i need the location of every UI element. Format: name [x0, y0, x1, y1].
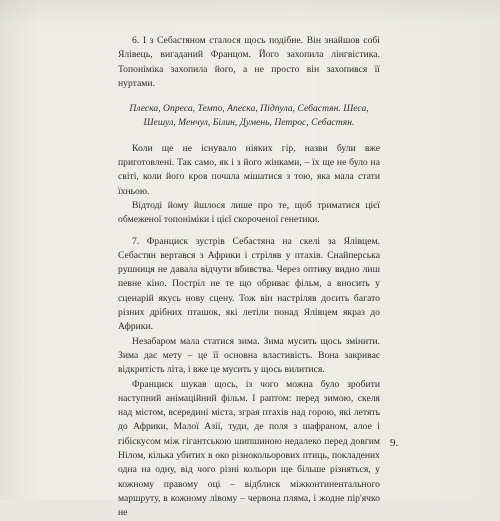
paragraph-animation-film: Франциск шукав щось, із чого можна було зробити наступний анімаційний фільм. І раптом: перед зимою, скеля над містом, всередині міста, зграя птахів над горою, які летять до Африки, Малої Азії, туди, де поля з шафраном, алое і гібіскусом між гігантською шипшиною недалеко перед довгим Нілом, кілька убитих в око різнокольорових птиць, покладених одна на одну, від чого різні кольори ще більше різняться, у кожному правому оці – відблиск міжконтинентального маршруту, в кожному лівому – червона пляма, і жодне пір'ячко не — [118, 378, 380, 519]
page-number: 9. — [390, 437, 399, 449]
paragraph-6-sebastian: 6. І з Себастяном сталося щось подібне. Він знайшов собі Ялівець, вигаданий Францом. Його захопила лінгвістика. Топоніміка захопила його, а не просто він захопився її нуртами. — [118, 35, 380, 89]
place-names-line-1: Плеска, Опреса, Темпо, Апеска, Підпула, Себастян. Шеса, — [129, 103, 369, 115]
paragraph-7-franciscus: 7. Франциск зустрів Себастяна на скелі за Ялівцем. Себастян вертався з Африки і стріляв у птахів. Снайперська рушниця не давала відчути вбивства. Через оптику видно лиш певне кіно. Постріл не те що обриває фільм, а вносить у сценарій якусь нову сцену. Тож він настріляв досить багато різних дрібних пташок, які летіли понад Ялівцем якраз до Африки. — [118, 235, 380, 333]
paragraph-toponymy: Відтоді йому йшлося лише про те, щоб триматися цієї обмеженої топоніміки і цієї скороченої генетики. — [118, 199, 380, 226]
place-names-list — [118, 102, 380, 131]
paragraph-mountains-names: Коли ще не існувало ніяких гір, назви були вже приготовлені. Так само, як і з його жінками, – їх ще не було на світі, коли його кров почала мішатися з тою, яка мала стати їхньою. — [118, 142, 380, 197]
place-names-line-2: Шешул, Менчул, Білин, Думень, Петрос, Себастян. — [143, 117, 355, 129]
page-text-block — [118, 34, 380, 521]
paragraph-winter: Незабаром мала статися зима. Зима мусить щось змінити. Зима дає мету – це її основна властивість. Вона закриває відкритість літа, і вже це мусить у щось вилитися. — [118, 335, 380, 376]
page-top-shadow — [0, 0, 500, 28]
